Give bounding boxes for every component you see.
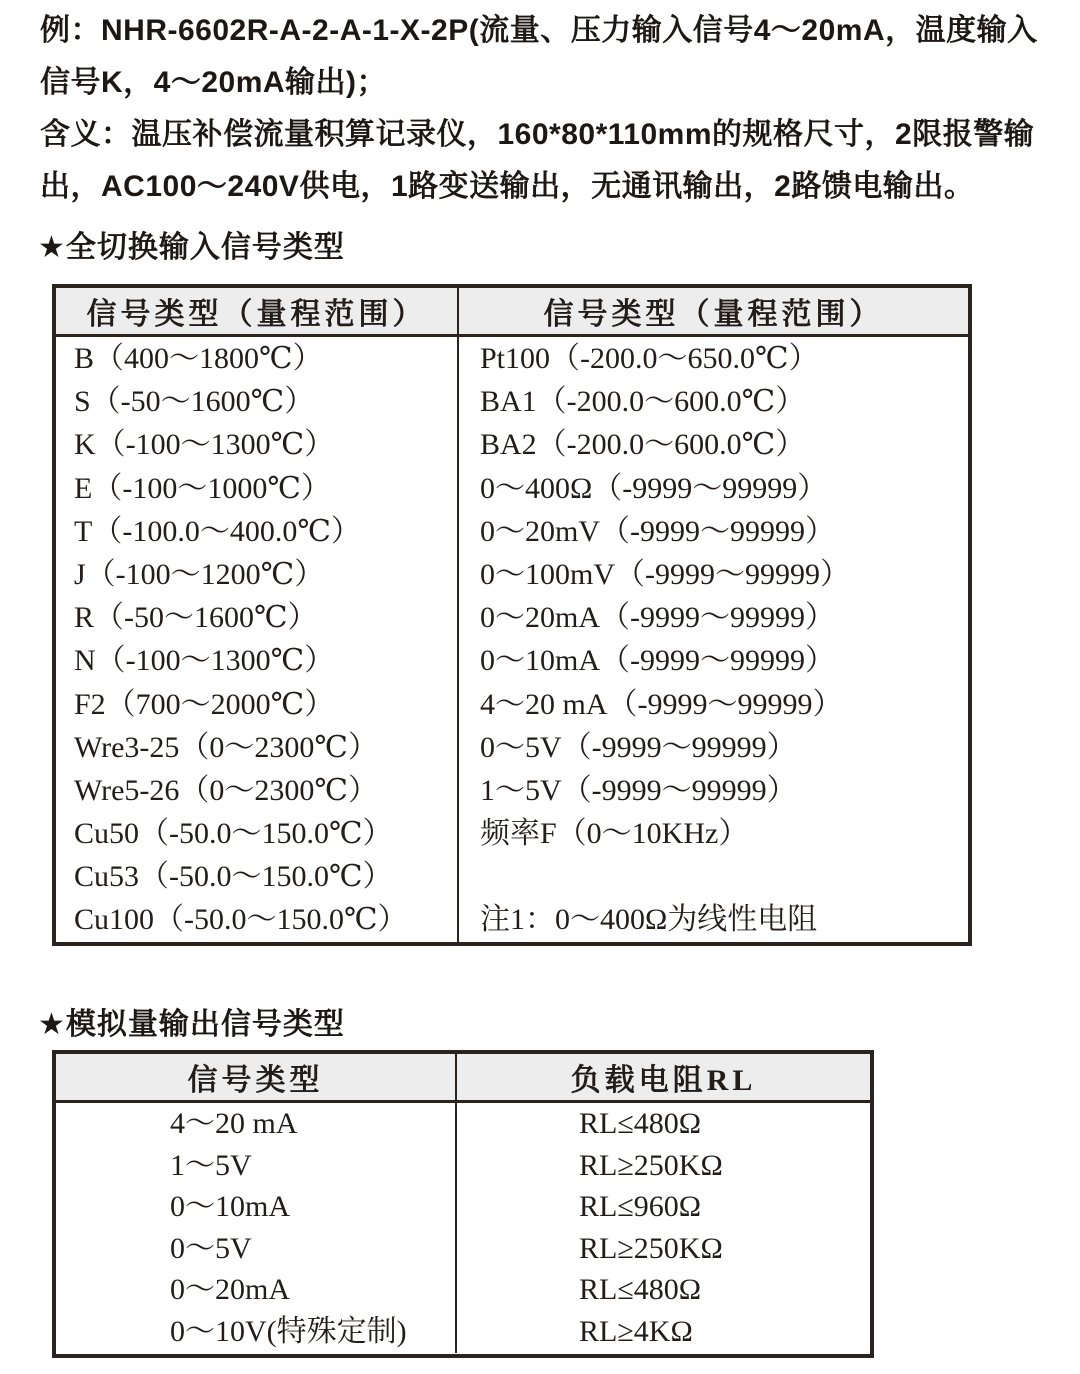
- table-cell: Cu50（-50.0～150.0℃）: [74, 817, 393, 851]
- table-cell: B（400～1800℃）: [74, 342, 323, 375]
- header-cell: 信号类型（量程范围）: [457, 288, 968, 334]
- table-cell: 0～400Ω（-9999～99999）: [480, 471, 828, 505]
- table-cell: N（-100～1300℃）: [74, 644, 335, 678]
- table-cell: Wre5-26（0～2300℃）: [74, 773, 378, 807]
- table-cell: S（-50～1600℃）: [74, 385, 315, 419]
- table-cell: BA2（-200.0～600.0℃）: [480, 428, 806, 462]
- input-signal-table-body: [56, 337, 968, 942]
- output-signal-table-body: [56, 1103, 870, 1353]
- table-cell: RL≤480Ω: [579, 1273, 702, 1307]
- table-cell: T（-100.0～400.0℃）: [74, 514, 361, 548]
- table-cell: 频率F（0～10KHz）: [480, 817, 749, 851]
- table-cell: 0～10mA: [170, 1190, 290, 1224]
- model-example-paragraph: [40, 5, 1055, 213]
- header-cell: 负载电阻RL: [455, 1054, 870, 1100]
- table-cell: RL≤480Ω: [579, 1107, 702, 1140]
- input-signal-column-right: [457, 337, 968, 942]
- intro-line: 含义：温压补偿流量积算记录仪，160*80*110mm的规格尺寸，2限报警输: [40, 118, 1035, 151]
- table-cell: R（-50～1600℃）: [74, 601, 318, 635]
- input-signal-table: [52, 284, 972, 946]
- intro-line: 出，AC100～240V供电，1路变送输出，无通讯输出，2路馈电输出。: [40, 170, 975, 203]
- section-title-input-signals: ★全切换输入信号类型: [38, 231, 345, 264]
- table-cell: 0～20mA: [170, 1273, 290, 1307]
- intro-line: 例：NHR-6602R-A-2-A-1-X-2P(流量、压力输入信号4～20mA，温度输入: [40, 14, 1038, 47]
- input-signal-table-header: [56, 288, 968, 337]
- table-cell: F2（700～2000℃）: [74, 687, 335, 721]
- table-cell: J（-100～1200℃）: [74, 557, 325, 591]
- table-cell: 0～20mV（-9999～99999）: [480, 514, 835, 548]
- table-cell: Pt100（-200.0～650.0℃）: [480, 342, 819, 375]
- table-cell: RL≥4KΩ: [579, 1314, 693, 1348]
- table-cell: 4～20 mA: [170, 1107, 298, 1140]
- table-cell: Cu53（-50.0～150.0℃）: [74, 860, 393, 894]
- table-cell: BA1（-200.0～600.0℃）: [480, 385, 806, 419]
- table-cell: 0～100mV（-9999～99999）: [480, 557, 850, 591]
- table-cell: 0～5V（-9999～99999）: [480, 730, 797, 764]
- table-cell: K（-100～1300℃）: [74, 428, 335, 462]
- header-cell: 信号类型（量程范围）: [86, 298, 427, 331]
- table-cell: Wre3-25（0～2300℃）: [74, 730, 378, 764]
- table-cell: 0～10mA（-9999～99999）: [480, 644, 835, 678]
- table-cell: RL≥250KΩ: [579, 1148, 723, 1182]
- table-cell: E（-100～1000℃）: [74, 471, 331, 505]
- section-title-output-signals: ★模拟量输出信号类型: [38, 1008, 345, 1041]
- output-signal-column-right: [455, 1103, 870, 1353]
- output-signal-table-header: [56, 1054, 870, 1103]
- table-cell: 注1：0～400Ω为线性电阻: [480, 903, 818, 937]
- intro-line: 信号K，4～20mA输出)；: [40, 66, 388, 99]
- table-cell: [459, 855, 968, 898]
- table-cell: 0～10V(特殊定制): [170, 1314, 407, 1348]
- table-cell: Cu100（-50.0～150.0℃）: [74, 903, 408, 937]
- table-cell: 4～20 mA（-9999～99999）: [480, 687, 843, 721]
- output-signal-table: [52, 1050, 874, 1358]
- table-cell: RL≥250KΩ: [579, 1231, 723, 1265]
- table-cell: 1～5V: [170, 1148, 252, 1182]
- output-signal-column-left: [56, 1103, 455, 1353]
- table-cell: 0～5V: [170, 1231, 252, 1265]
- table-cell: 1～5V（-9999～99999）: [480, 773, 797, 807]
- input-signal-column-left: [56, 337, 457, 942]
- table-cell: 0～20mA（-9999～99999）: [480, 601, 835, 635]
- header-cell: 信号类型: [187, 1064, 324, 1097]
- table-cell: RL≤960Ω: [579, 1190, 702, 1224]
